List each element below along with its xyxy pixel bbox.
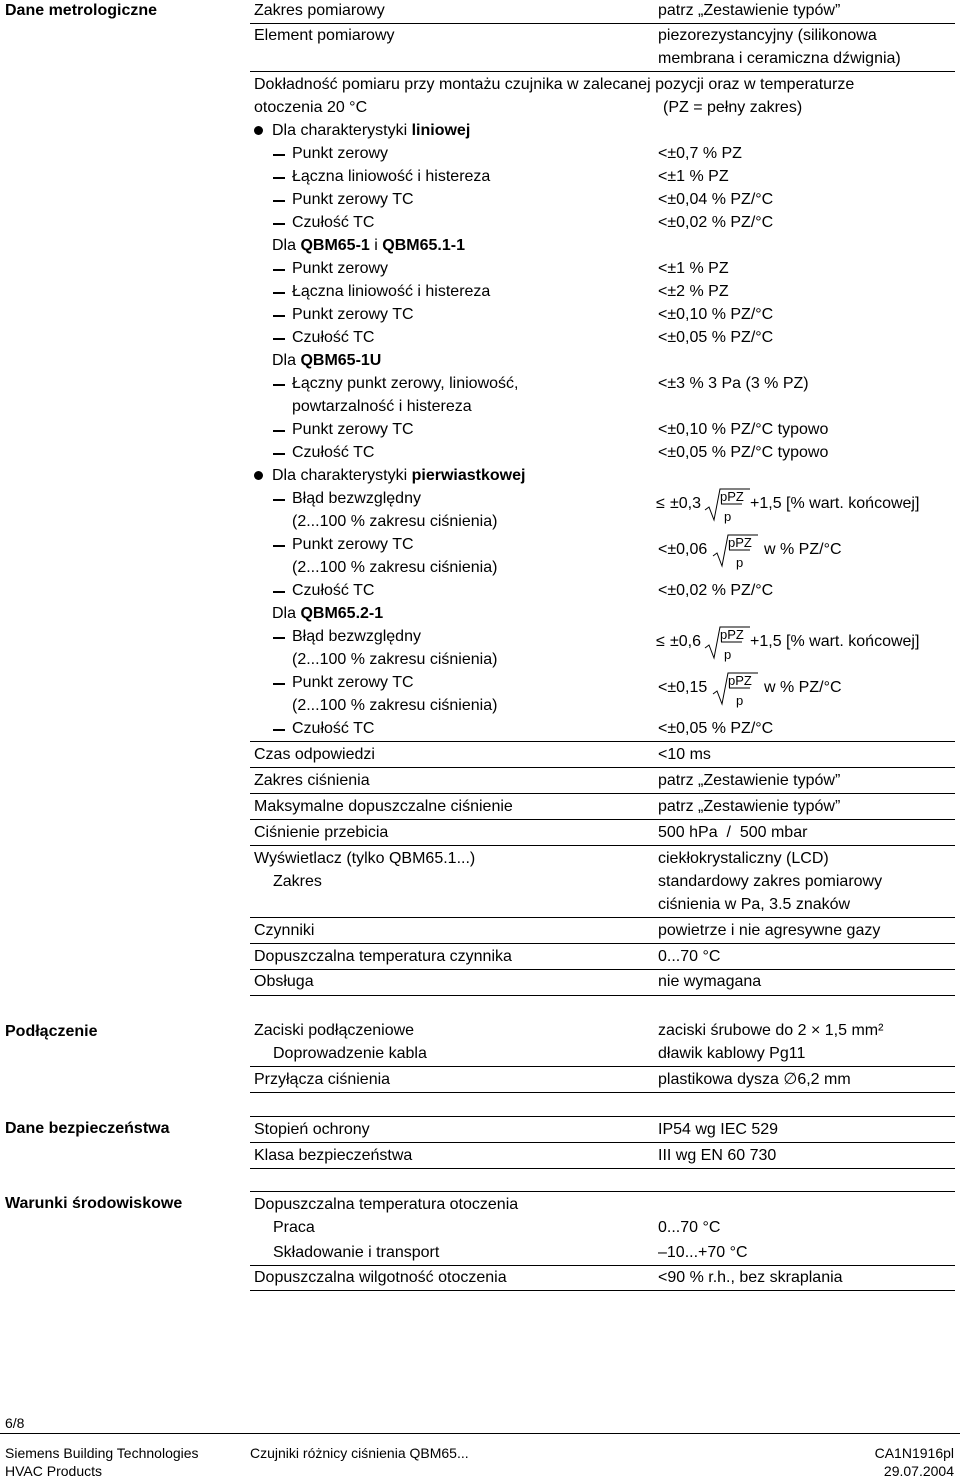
divider xyxy=(250,1142,955,1143)
sqrt-numerator: pPZ xyxy=(728,673,752,688)
row-label-cont: (2...100 % zakresu ciśnienia) xyxy=(292,559,498,576)
linear-heading: Dla charakterystyki liniowej xyxy=(272,122,471,139)
divider xyxy=(250,23,955,24)
dash-icon xyxy=(273,177,285,179)
humidity-value: <90 % r.h., bez skraplania xyxy=(658,1269,843,1286)
row-value: <±1 % PZ xyxy=(658,168,729,185)
pressure-connection-label: Przyłącza ciśnienia xyxy=(254,1071,391,1088)
row-label: Punkt zerowy TC xyxy=(292,536,414,553)
dash-icon xyxy=(273,384,285,386)
row-label-cont: (2...100 % zakresu ciśnienia) xyxy=(292,697,498,714)
sqrt-denominator: p xyxy=(736,555,744,570)
sqrt-denominator: p xyxy=(724,509,732,524)
media-label: Czynniki xyxy=(254,922,315,939)
divider xyxy=(250,1191,955,1192)
max-pressure-value: patrz „Zestawienie typów” xyxy=(658,798,841,815)
media-temp-value: 0...70 °C xyxy=(658,948,721,965)
pressure-range-value: patrz „Zestawienie typów” xyxy=(658,772,841,789)
row-value: <±0,05 % PZ/°C xyxy=(658,329,774,346)
ambient-temp-label: Dopuszczalna temperatura otoczenia xyxy=(254,1196,519,1213)
row-value: ±0,6 xyxy=(670,633,702,650)
row-value: <±0,10 % PZ/°C typowo xyxy=(658,421,829,438)
dash-icon xyxy=(273,499,285,501)
model-heading: Dla QBM65-1U xyxy=(272,352,382,369)
display-range-label: Zakres xyxy=(273,873,322,890)
media-temp-label: Dopuszczalna temperatura czynnika xyxy=(254,948,512,965)
row-label: Punkt zerowy xyxy=(292,145,389,162)
storage-label: Składowanie i transport xyxy=(273,1244,440,1261)
row-value-cont: +1,5 [% wart. końcowej] xyxy=(750,633,920,650)
humidity-label: Dopuszczalna wilgotność otoczenia xyxy=(254,1269,507,1286)
max-pressure-label: Maksymalne dopuszczalne ciśnienie xyxy=(254,798,513,815)
response-label: Czas odpowiedzi xyxy=(254,746,375,763)
accuracy-intro-cont: otoczenia 20 °C xyxy=(254,99,368,116)
row-label: Łączny punkt zerowy, liniowość, xyxy=(292,375,519,392)
divider xyxy=(250,1265,955,1266)
row-value: <±0,02 % PZ/°C xyxy=(658,582,774,599)
row-value: <±0,02 % PZ/°C xyxy=(658,214,774,231)
footer-rule xyxy=(0,1433,960,1434)
divider xyxy=(250,969,955,970)
row-label-cont: powtarzalność i histereza xyxy=(292,398,472,415)
less-equal-icon: ≤ xyxy=(656,633,665,650)
dash-icon xyxy=(273,683,285,685)
row-value: <±0,15 xyxy=(658,679,708,696)
operation-value: 0...70 °C xyxy=(658,1219,721,1236)
bullet-icon xyxy=(254,471,263,480)
divider xyxy=(250,1066,955,1067)
sqrt-numerator: pPZ xyxy=(728,535,752,550)
divider xyxy=(250,1092,955,1093)
dash-icon xyxy=(273,200,285,202)
page-number: 6/8 xyxy=(5,1415,25,1431)
row-label: Czułość TC xyxy=(292,329,375,346)
sqrt-denominator: p xyxy=(736,693,744,708)
element-value: piezorezystancyjny (silikonowa xyxy=(658,27,877,44)
dash-icon xyxy=(273,545,285,547)
protection-label: Stopień ochrony xyxy=(254,1121,370,1138)
pressure-connection-value: plastikowa dysza ∅6,2 mm xyxy=(658,1071,851,1088)
row-value: ±0,3 xyxy=(670,495,702,512)
divider xyxy=(250,995,955,996)
burst-pressure-label: Ciśnienie przebicia xyxy=(254,824,389,841)
dash-icon xyxy=(273,223,285,225)
footer-division: HVAC Products xyxy=(5,1463,102,1479)
bullet-icon xyxy=(254,126,263,135)
maintenance-label: Obsługa xyxy=(254,973,314,990)
row-label: Czułość TC xyxy=(292,444,375,461)
divider xyxy=(250,1290,955,1291)
row-label: Błąd bezwzględny xyxy=(292,490,421,507)
dash-icon xyxy=(273,591,285,593)
row-label: Czułość TC xyxy=(292,582,375,599)
row-value: <±2 % PZ xyxy=(658,283,729,300)
element-label: Element pomiarowy xyxy=(254,27,395,44)
footer-title: Czujniki różnicy ciśnienia QBM65... xyxy=(250,1445,469,1461)
dash-icon xyxy=(273,292,285,294)
divider xyxy=(250,819,955,820)
media-value: powietrze i nie agresywne gazy xyxy=(658,922,881,939)
divider xyxy=(250,943,955,944)
footer-company: Siemens Building Technologies xyxy=(5,1445,199,1461)
row-value-cont: w % PZ/°C xyxy=(764,679,842,696)
row-label-cont: (2...100 % zakresu ciśnienia) xyxy=(292,651,498,668)
section-heading-metrology: Dane metrologiczne xyxy=(5,2,158,19)
divider xyxy=(250,767,955,768)
response-value: <10 ms xyxy=(658,746,711,763)
sqrt-denominator: p xyxy=(724,647,732,662)
row-value-cont: w % PZ/°C xyxy=(764,541,842,558)
row-value-cont: +1,5 [% wart. końcowej] xyxy=(750,495,920,512)
row-label: Punkt zerowy TC xyxy=(292,421,414,438)
display-label: Wyświetlacz (tylko QBM65.1...) xyxy=(254,850,476,867)
dash-icon xyxy=(273,338,285,340)
maintenance-value: nie wymagana xyxy=(658,973,762,990)
row-value: <±0,10 % PZ/°C xyxy=(658,306,774,323)
divider xyxy=(250,845,955,846)
safety-class-value: III wg EN 60 730 xyxy=(658,1147,777,1164)
dash-icon xyxy=(273,430,285,432)
section-heading-environment: Warunki środowiskowe xyxy=(5,1195,183,1212)
row-value: <±0,7 % PZ xyxy=(658,145,742,162)
dash-icon xyxy=(273,729,285,731)
burst-pressure-value: 500 hPa / 500 mbar xyxy=(658,824,808,841)
model-heading: Dla QBM65.2-1 xyxy=(272,605,384,622)
display-range-value-cont: ciśnienia w Pa, 3.5 znaków xyxy=(658,896,851,913)
display-range-value: standardowy zakres pomiarowy xyxy=(658,873,883,890)
row-label: Czułość TC xyxy=(292,214,375,231)
row-value: <±0,05 % PZ/°C typowo xyxy=(658,444,829,461)
sqrt-numerator: pPZ xyxy=(720,627,744,642)
row-label: Punkt zerowy TC xyxy=(292,306,414,323)
footer-code: CA1N1916pl xyxy=(874,1445,954,1461)
dash-icon xyxy=(273,453,285,455)
pressure-range-label: Zakres ciśnienia xyxy=(254,772,370,789)
row-label: Punkt zerowy TC xyxy=(292,674,414,691)
divider xyxy=(250,917,955,918)
row-label: Punkt zerowy xyxy=(292,260,389,277)
dash-icon xyxy=(273,154,285,156)
less-equal-icon: ≤ xyxy=(656,495,665,512)
sqrt-heading: Dla charakterystyki pierwiastkowej xyxy=(272,467,526,484)
storage-value: –10...+70 °C xyxy=(658,1244,748,1261)
dash-icon xyxy=(273,269,285,271)
element-value-cont: membrana i ceramiczna dźwignia) xyxy=(658,50,901,67)
operation-label: Praca xyxy=(273,1219,315,1236)
model-heading: Dla QBM65-1 i QBM65.1-1 xyxy=(272,237,465,254)
section-heading-safety: Dane bezpieczeństwa xyxy=(5,1120,170,1137)
protection-value: IP54 wg IEC 529 xyxy=(658,1121,779,1138)
dash-icon xyxy=(273,315,285,317)
row-label: Łączna liniowość i histereza xyxy=(292,168,491,185)
safety-class-label: Klasa bezpieczeństwa xyxy=(254,1147,413,1164)
divider xyxy=(250,1116,955,1117)
cable-entry-value: dławik kablowy Pg11 xyxy=(658,1045,806,1062)
accuracy-intro: Dokładność pomiaru przy montażu czujnika w zalecanej pozycji oraz w temperaturze xyxy=(254,76,855,93)
sqrt-numerator: pPZ xyxy=(720,489,744,504)
row-value: <±3 % 3 Pa (3 % PZ) xyxy=(658,375,809,392)
row-label: Czułość TC xyxy=(292,720,375,737)
divider xyxy=(250,71,955,72)
terminals-value: zaciski śrubowe do 2 × 1,5 mm² xyxy=(658,1022,884,1039)
row-label: Błąd bezwzględny xyxy=(292,628,421,645)
row-value: <±0,06 xyxy=(658,541,708,558)
range-value: patrz „Zestawienie typów” xyxy=(658,2,841,19)
row-label: Punkt zerowy TC xyxy=(292,191,414,208)
section-heading-connection: Podłączenie xyxy=(5,1023,98,1040)
range-label: Zakres pomiarowy xyxy=(254,2,385,19)
display-value: ciekłokrystaliczny (LCD) xyxy=(658,850,829,867)
row-label-cont: (2...100 % zakresu ciśnienia) xyxy=(292,513,498,530)
cable-entry-label: Doprowadzenie kabla xyxy=(273,1045,427,1062)
dash-icon xyxy=(273,637,285,639)
accuracy-note: (PZ = pełny zakres) xyxy=(663,99,803,116)
divider xyxy=(250,793,955,794)
divider xyxy=(250,741,955,742)
divider xyxy=(250,1168,955,1169)
footer-date: 29.07.2004 xyxy=(883,1463,954,1479)
row-value: <±1 % PZ xyxy=(658,260,729,277)
row-value: <±0,04 % PZ/°C xyxy=(658,191,774,208)
row-value: <±0,05 % PZ/°C xyxy=(658,720,774,737)
terminals-label: Zaciski podłączeniowe xyxy=(254,1022,415,1039)
row-label: Łączna liniowość i histereza xyxy=(292,283,491,300)
